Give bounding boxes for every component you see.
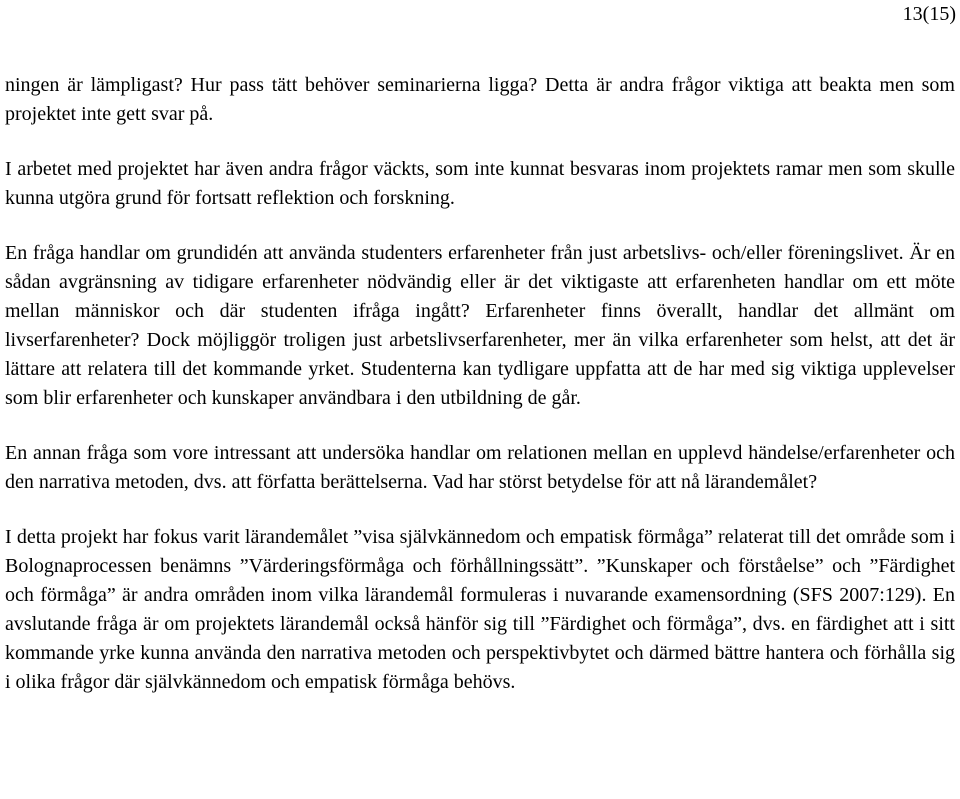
body-text [5,71,955,697]
paragraph-open-questions: I arbetet med projektet har även andra frågor väckts, som inte kunnat besvaras inom projektets ramar men som skulle kunna utgöra grund för fortsatt reflektion och forskning. [5,158,955,209]
paragraph-continuation: ningen är lämpligast? Hur pass tätt behöver seminarierna ligga? Detta är andra frågor viktiga att beakta men som projektet inte gett svar på. [5,74,955,125]
paragraph-narrative-method: En annan fråga som vore intressant att undersöka handlar om relationen mellan en upplevd händelse/erfarenheter och den narrativa metoden, dvs. att författa berättelserna. Vad har störst betydelse för att nå lärandemålet? [5,442,955,493]
paragraph-work-experience: En fråga handlar om grundidén att använda studenters erfarenheter från just arbetslivs- och/eller föreningslivet. Är en sådan avgränsning av tidigare erfarenheter nödvändig eller är det viktigaste att erfarenheten handlar om ett möte mellan människor och där studenten ifråga ingått? Erfarenheter finns överallt, handlar det allmänt om livserfarenheter? Dock möjliggör troligen just arbetslivserfarenheter, mer än vilka erfarenheter som helst, att det är lättare att relatera till det kommande yrket. Studenterna kan tydligare uppfatta att de har med sig viktiga upplevelser som blir erfarenheter och kunskaper användbara i den utbildning de går. [5,242,955,409]
page-number: 13(15) [902,3,956,25]
paragraph-learning-outcomes: I detta projekt har fokus varit lärandemålet ”visa självkännedom och empatisk förmåga” relaterat till det område som i Bolognaprocessen benämns ”Värderingsförmåga och förhållningssätt”. ”Kunskaper och förståelse” och ”Färdighet och förmåga” är andra områden inom vilka lärandemål formuleras i nuvarande examensordning (SFS 2007:129). En avslutande fråga är om projektets lärandemål också hänför sig till ”Färdighet och förmåga”, dvs. en färdighet att i sitt kommande yrke kunna använda den narrativa metoden och perspektivbytet och därmed bättre hantera och förhålla sig i olika frågor där självkännedom och empatisk förmåga behövs. [5,526,955,693]
